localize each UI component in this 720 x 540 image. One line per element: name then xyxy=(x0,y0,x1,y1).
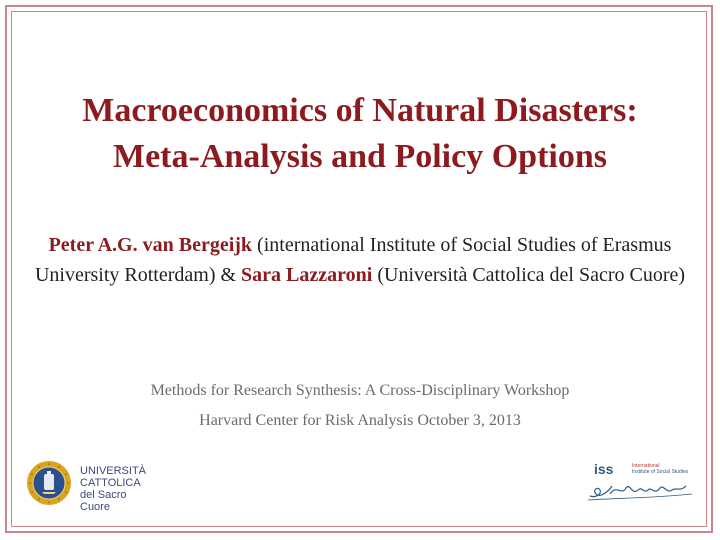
workshop-line-2: Harvard Center for Risk Analysis October 3, 2013 xyxy=(199,412,521,429)
ucsc-line-2: CATTOLICA xyxy=(80,477,141,489)
author-affiliation-2: (Università Cattolica del Sacro Cuore) xyxy=(377,264,686,286)
workshop-block xyxy=(30,376,690,436)
author-name-1: Peter A.G. van Bergeijk xyxy=(48,234,253,256)
iss-abbreviation: iss xyxy=(594,461,614,477)
iss-full-line-1: International xyxy=(632,463,660,469)
author-name-2: Sara Lazzaroni xyxy=(241,264,373,286)
ucsc-line-1: UNIVERSITÀ xyxy=(80,465,147,477)
ucsc-logo xyxy=(26,460,156,513)
title-line-1: Macroeconomics of Natural Disasters: xyxy=(82,92,638,129)
workshop-line-1: Methods for Research Synthesis: A Cross-Disciplinary Workshop xyxy=(150,382,570,399)
title-line-2: Meta-Analysis and Policy Options xyxy=(113,138,607,175)
ucsc-wordmark xyxy=(80,465,156,513)
ucsc-line-3: del Sacro Cuore xyxy=(80,489,127,513)
iss-erasmus-logo xyxy=(586,462,696,502)
author-affiliation-1: (international Institute of Social Studies of Erasmus University Rotterdam) & xyxy=(34,234,672,286)
iss-full-line-2: Institute of Social Studies xyxy=(632,469,689,475)
slide-title xyxy=(20,88,700,180)
erasmus-script-icon xyxy=(586,474,696,502)
ucsc-seal-icon xyxy=(26,460,72,506)
authors-block xyxy=(30,230,690,290)
